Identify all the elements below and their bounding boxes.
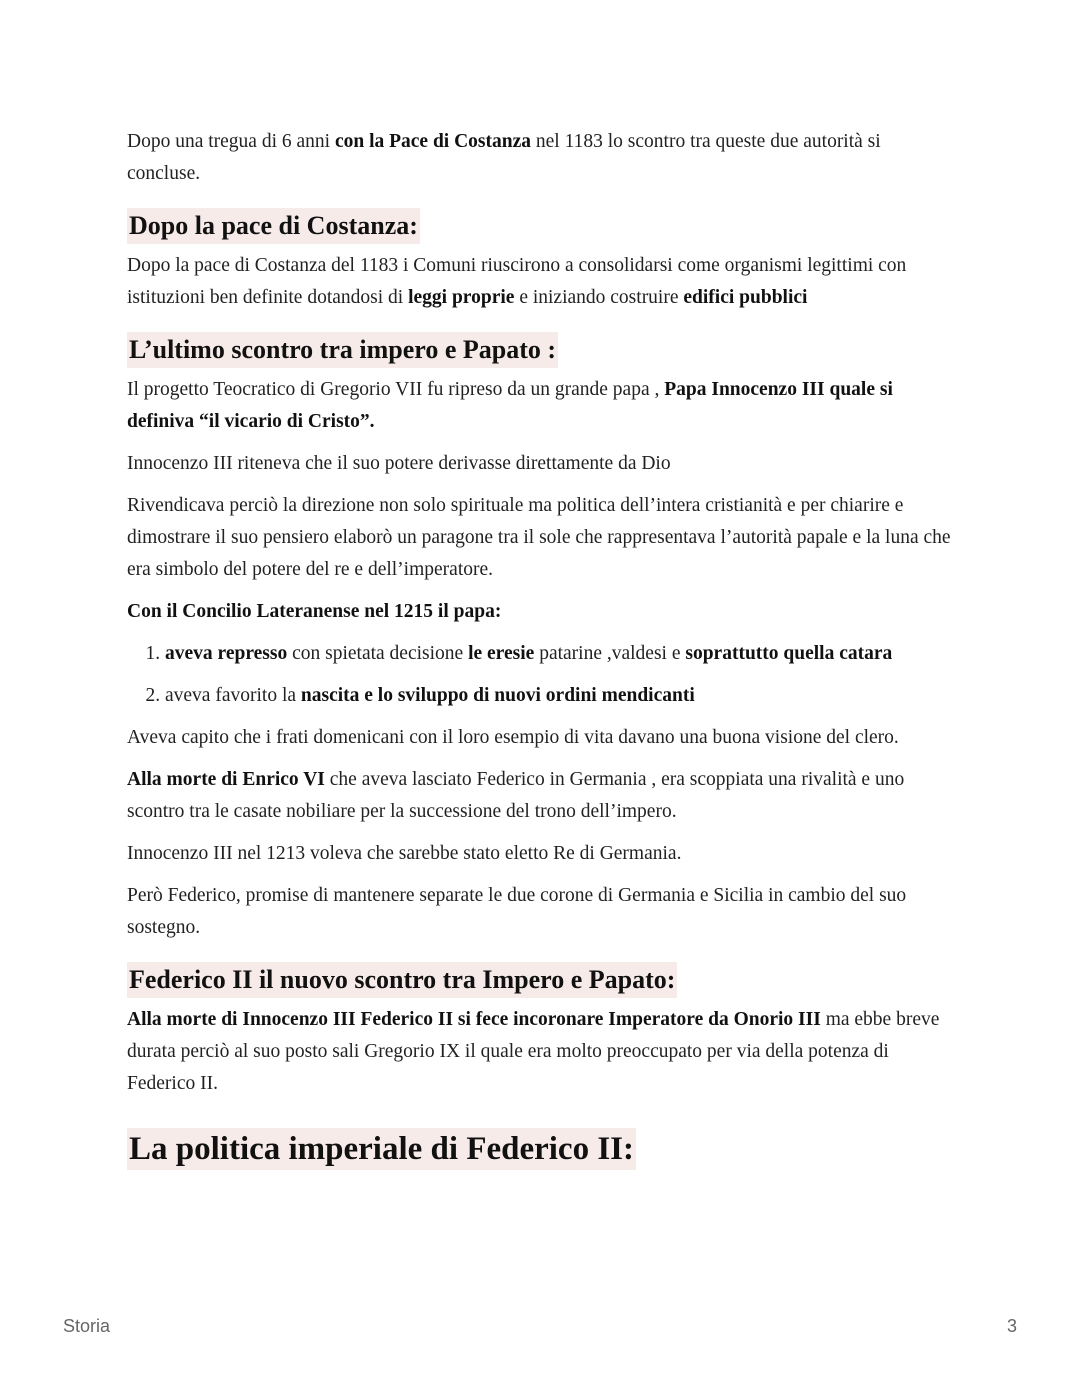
bold-text: Alla morte di Innocenzo III Federico II si fece incoronare Imperatore da Onorio III	[127, 1009, 821, 1030]
text: aveva favorito la	[165, 685, 301, 706]
section-heading	[127, 332, 957, 368]
paragraph	[127, 374, 957, 438]
list-item	[165, 638, 957, 670]
bold-text: o	[277, 643, 288, 664]
page-number: 3	[1006, 1316, 1017, 1336]
bold-text: aveva repress	[165, 643, 278, 664]
text: Il progetto Teocratico di Gregorio VII fu ripreso da un grande papa ,	[127, 379, 665, 400]
bold-text: Con il Concilio Lateranense nel 1215 il papa:	[127, 601, 502, 622]
paragraph	[127, 764, 957, 828]
heading-ultimo-scontro: L’ultimo scontro tra impero e Papato :	[127, 332, 558, 368]
list-item	[165, 680, 957, 712]
text: e iniziando costruire	[514, 287, 684, 308]
bold-text: edifici pubblici	[683, 287, 808, 308]
bold-text: nascita e lo sviluppo di nuovi ordini mendicanti	[300, 685, 695, 706]
text: con spietata decisione	[287, 643, 469, 664]
document-body	[127, 126, 957, 1170]
text: che aveva lasciato Federico in Germania , era scoppiata una rivalità e uno scontro tra le casate nobiliare per la successione del trono dell’impero.	[127, 769, 905, 822]
bold-text: le eresie	[468, 643, 535, 664]
bold-text: Papa Innocenzo III quale si definiva “il vicario di Cristo”.	[127, 379, 893, 432]
section-heading	[127, 208, 957, 244]
paragraph	[127, 250, 957, 314]
paragraph: Però Federico, promise di mantenere separate le due corone di Germania e Sicilia in cambio del suo sostegno.	[127, 885, 907, 938]
paragraph: Rivendicava perciò la direzione non solo spirituale ma politica dell’intera cristianità e per chiarire e dimostrare il suo pensiero elaborò un paragone tra il sole che rappresentava l’autorità papale e la luna che era simbolo del potere del re e dell’imperatore.	[127, 495, 951, 580]
paragraph: Innocenzo III riteneva che il suo potere derivasse direttamente da Dio	[127, 453, 671, 474]
section-heading	[127, 962, 957, 998]
paragraph	[127, 126, 957, 190]
text: Dopo una tregua di 6 anni	[127, 131, 335, 152]
paragraph: Innocenzo III nel 1213 voleva che sarebbe stato eletto Re di Germania.	[127, 843, 682, 864]
paragraph	[127, 1004, 957, 1100]
numbered-list	[127, 638, 957, 712]
text: ma ebbe breve durata perciò al suo posto sali Gregorio IX il quale era molto preoccupato per via della potenza di Federico II.	[127, 1009, 940, 1094]
bold-text: soprattutto quella catara	[685, 643, 893, 664]
footer-subject: Storia	[63, 1316, 111, 1336]
paragraph	[127, 596, 957, 628]
heading-pace-costanza: Dopo la pace di Costanza:	[127, 208, 420, 244]
text: patarine ,valdesi e	[534, 643, 686, 664]
heading-federico-scontro: Federico II il nuovo scontro tra Impero e Papato:	[127, 962, 677, 998]
bold-text: Alla morte di Enrico VI	[127, 769, 325, 790]
bold-text: con la Pace di Costanza	[334, 131, 532, 152]
text: Dopo la pace di Costanza del 1183 i Comuni riuscirono a consolidarsi come organismi legittimi con istituzioni ben definite dotandosi di	[127, 255, 907, 308]
heading-politica-imperiale: La politica imperiale di Federico II:	[127, 1128, 636, 1170]
bold-text: leggi proprie	[408, 287, 515, 308]
section-heading	[127, 1128, 957, 1170]
paragraph: Aveva capito che i frati domenicani con il loro esempio di vita davano una buona visione del clero.	[127, 727, 899, 748]
text: nel 1183 lo scontro tra queste due autorità si concluse.	[127, 131, 881, 184]
